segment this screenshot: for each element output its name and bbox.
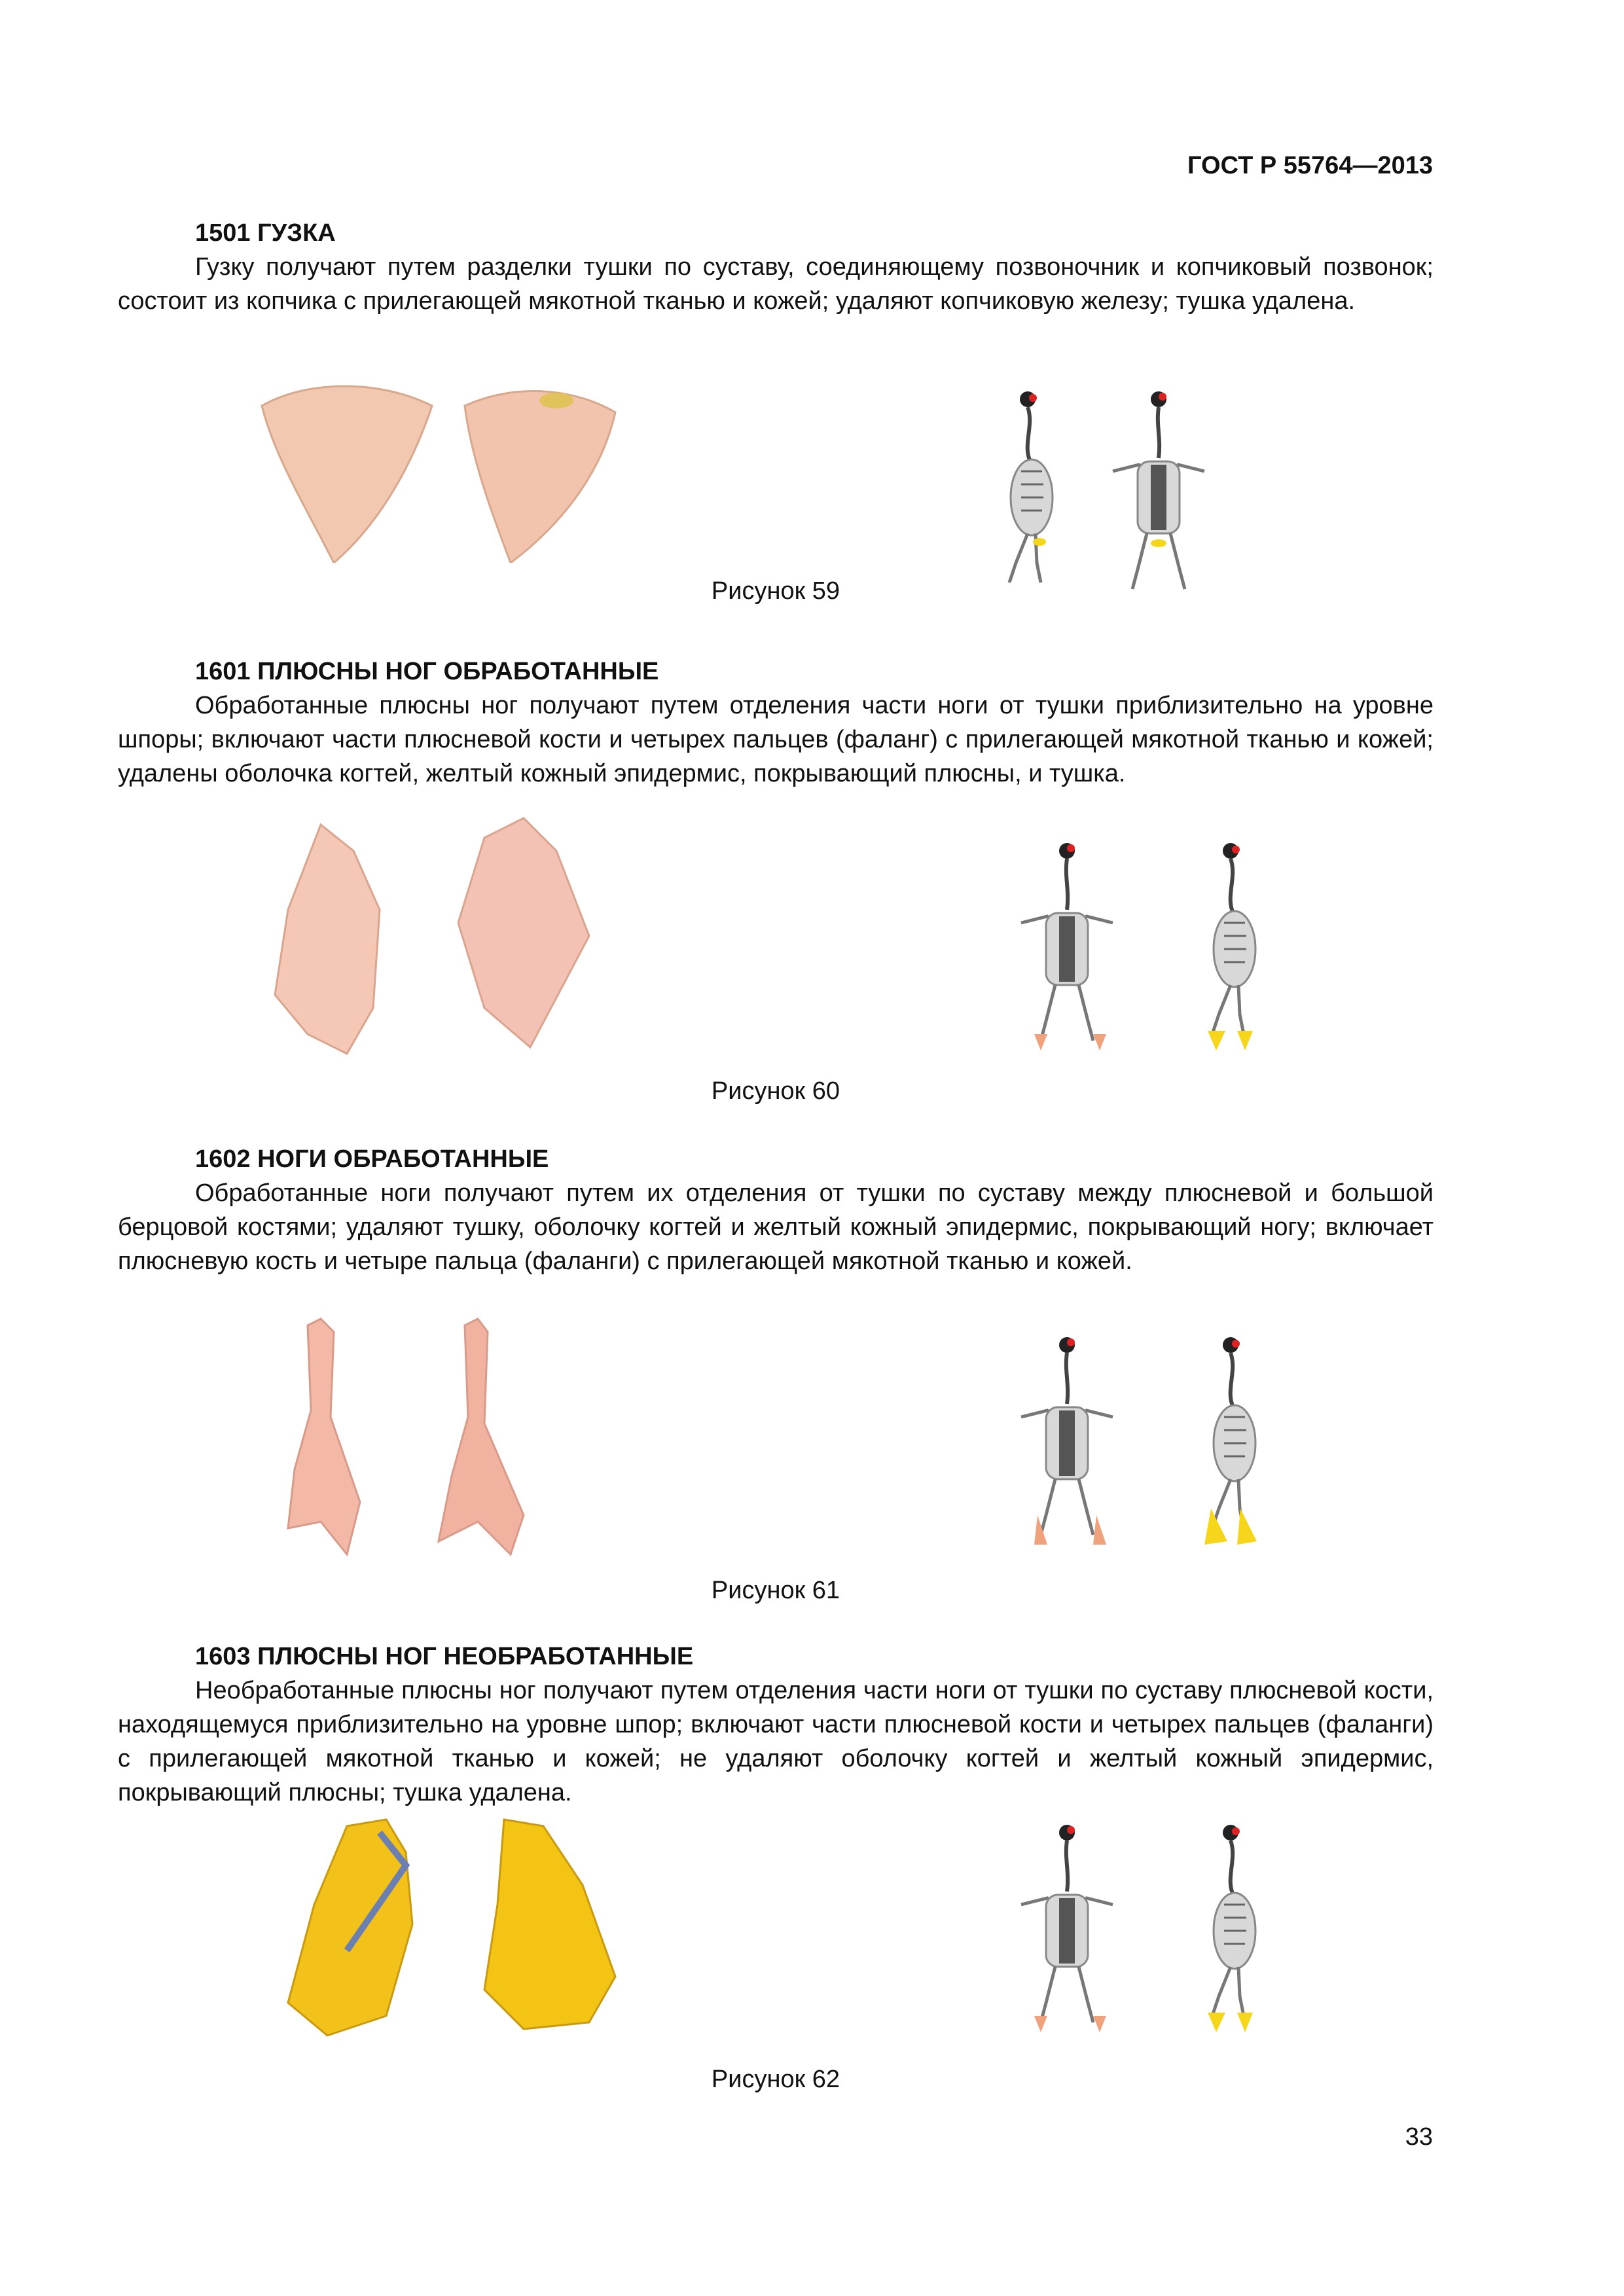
figure-61-photos (249, 1306, 720, 1600)
figure-62-photos (249, 1806, 720, 2101)
document-standard-number: ГОСТ Р 55764—2013 (1187, 152, 1433, 179)
section-title: 1501 ГУЗКА (195, 219, 336, 247)
figure-60-photos (249, 812, 720, 1100)
figure-61-diagrams (969, 1306, 1440, 1600)
section-1602 (118, 1142, 1434, 1278)
section-1603 (118, 1640, 1434, 1810)
figure-60 (118, 812, 1434, 1105)
processed-legs-photo (249, 1306, 720, 1568)
figure-caption: Рисунок 62 (711, 2066, 840, 2093)
figure-62-diagrams (969, 1806, 1440, 2101)
figure-60-diagrams (969, 812, 1440, 1100)
section-title: 1603 ПЛЮСНЫ НОГ НЕОБРАБОТАННЫЕ (195, 1643, 694, 1670)
figure-61 (118, 1306, 1434, 1604)
skeleton-diagram (969, 1806, 1309, 2049)
figure-62 (118, 1806, 1434, 2101)
section-1501 (118, 216, 1434, 318)
figure-caption: Рисунок 59 (711, 577, 840, 605)
section-title: 1602 НОГИ ОБРАБОТАННЫЕ (195, 1145, 549, 1173)
section-text: Обработанные ноги получают путем их отделения от тушки по суставу между плюсневой и большой берцовой костями; удаляют тушку, оболочку когтей и желтый кожный эпидермис, покрывающий ногу; включает плюсневую кость и четыре пальца (фаланги) с прилегающей мякотной тканью и кожей. (118, 1179, 1434, 1275)
figure-caption: Рисунок 61 (711, 1577, 840, 1604)
section-title: 1601 ПЛЮСНЫ НОГ ОБРАБОТАННЫЕ (195, 658, 659, 685)
skeleton-diagram (969, 1306, 1309, 1594)
skeleton-diagram (969, 367, 1309, 609)
figure-59 (118, 367, 1434, 609)
tail-piece-photo (249, 367, 720, 563)
figure-59-diagrams (969, 367, 1440, 609)
page-number: 33 (1405, 2123, 1433, 2151)
figure-59-photos (249, 367, 720, 609)
processed-feet-photo (249, 812, 720, 1060)
section-text: Обработанные плюсны ног получают путем отделения части ноги от тушки приблизительно на уровне шпоры; включают части плюсневой кости и четырех пальцев (фаланг) с прилегающей мякотной тканью и кожей; удалены оболочка когтей, желтый кожный эпидермис, покрывающий плюсны, и тушка. (118, 692, 1434, 787)
section-1601 (118, 655, 1434, 791)
figure-caption: Рисунок 60 (711, 1077, 840, 1105)
skeleton-diagram (969, 812, 1309, 1100)
unprocessed-feet-photo (249, 1806, 720, 2049)
section-text: Необработанные плюсны ног получают путем отделения части ноги от тушки по суставу плюсневой кости, находящемуся приблизительно на уровне шпор; включают части плюсневой кости и четырех пальцев (фаланги) с прилегающей мякотной тканью и кожей; не удаляют оболочку когтей и желтый кожный эпидермис, покрывающий плюсны; тушка удалена. (118, 1677, 1434, 1806)
section-text: Гузку получают путем разделки тушки по суставу, соединяющему позвоночник и копчиковый позвонок; состоит из копчика с прилегающей мякотной тканью и кожей; удаляют копчиковую железу; тушка удалена. (118, 253, 1434, 315)
